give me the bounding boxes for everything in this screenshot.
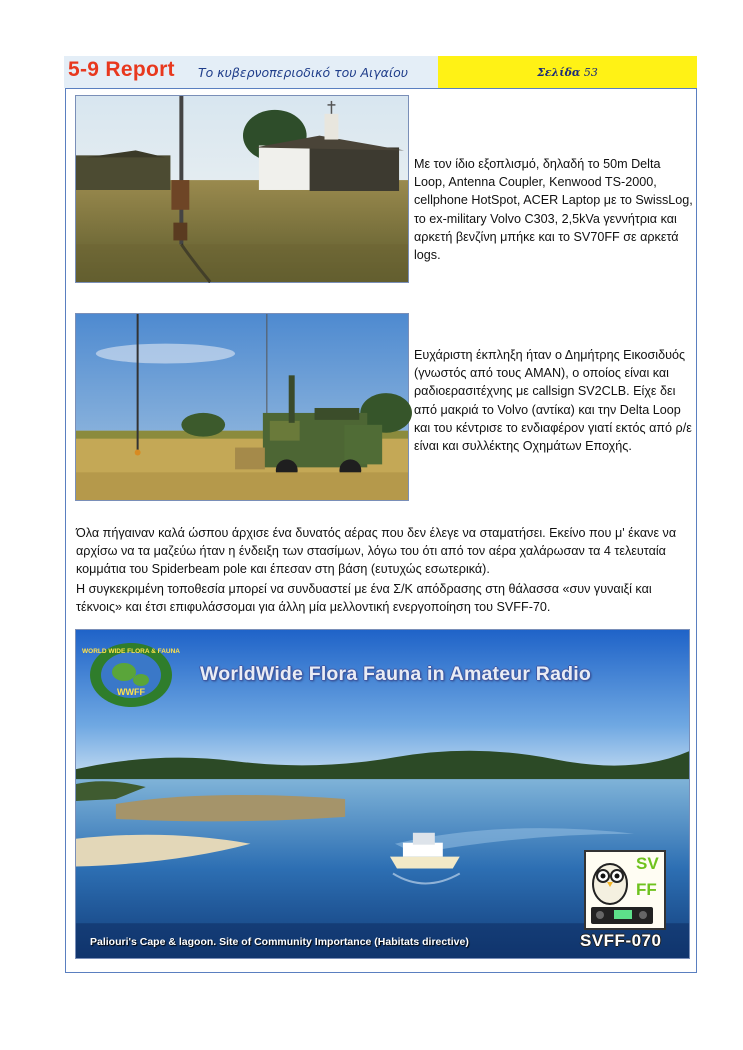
wwff-banner: WorldWide Flora Fauna in Amateur Radio [200,663,591,685]
paragraph-visitor: Ευχάριστη έκπληξη ήταν ο Δημήτρης Εικοσιδυός (γνωστός από τους AMAN), ο οποίος είναι και ραδιοερασιτέχνης με callsign SV2CLB. Είχε δει από μακριά το Volvo (αντίκα) και την Delta Loop και του κέντρισε το ενδιαφέρον γιατί εκτός από ρ/ε είναι και συλλέκτης Οχημάτων Εποχής. [414,348,692,454]
poster-caption: Paliouri's Cape & lagoon. Site of Community Importance (Habitats directive) [90,936,469,948]
magazine-subtitle: Το κυβερνοπεριοδικό του Αιγαίου [198,65,409,80]
chapel-antenna-photo [75,95,409,283]
wwff-badge-top-text: WORLD WIDE FLORA & FAUNA [82,648,180,655]
paragraph-location: Η συγκεκριμένη τοποθεσία μπορεί να συνδυαστεί με ένα Σ/Κ απόδρασης στη θάλασσα «συν γυναιξί και τέκνοις» και έτσι επιφυλάσσομαι για άλλη μία μελλοντική ενεργοποίηση του SVFF-70. [76,582,652,615]
poster-callsign: SVFF-070 [580,931,662,950]
paragraph-equipment: Με τον ίδιο εξοπλισμό, δηλαδή το 50m Delta Loop, Antenna Coupler, Kenwood TS-2000, cellphone HotSpot, ACER Laptop με το SwissLog, το ex-military Volvo C303, 2,5kVa γεννήτρια και αρκετή βενζίνη μπήκε και το SV70FF σε αρκετά logs. [414,157,693,263]
military-truck-photo [75,313,409,501]
page-number [537,66,598,79]
svff-logo [584,850,666,930]
paragraph-wind: Όλα πήγαιναν καλά ώσπου άρχισε ένα δυνατός αέρας που δεν έλεγε να σταματήσει. Εκείνο που μ' έκανε να αρχίσω να τα μαζεύω ήταν η ένδειξη των στασίμων, λόγω του ότι από τον αέρα χαλάρωσαν τα 4 τελευταία κομμάτια του Spiderbeam pole και έπεσαν στη βάση (ευτυχώς εσωτερικά). [76,526,677,577]
wwff-badge-icon [82,642,180,708]
page-number-value: 53 [583,65,598,79]
page-label: Σελίδα [537,65,581,79]
svff-ff-text: FF [636,880,657,899]
wwff-badge-center-text: WWFF [117,687,145,697]
page-number-band [438,56,697,88]
svff-sv-text: SV [636,854,659,873]
magazine-logo: 5-9 Report [68,58,175,81]
